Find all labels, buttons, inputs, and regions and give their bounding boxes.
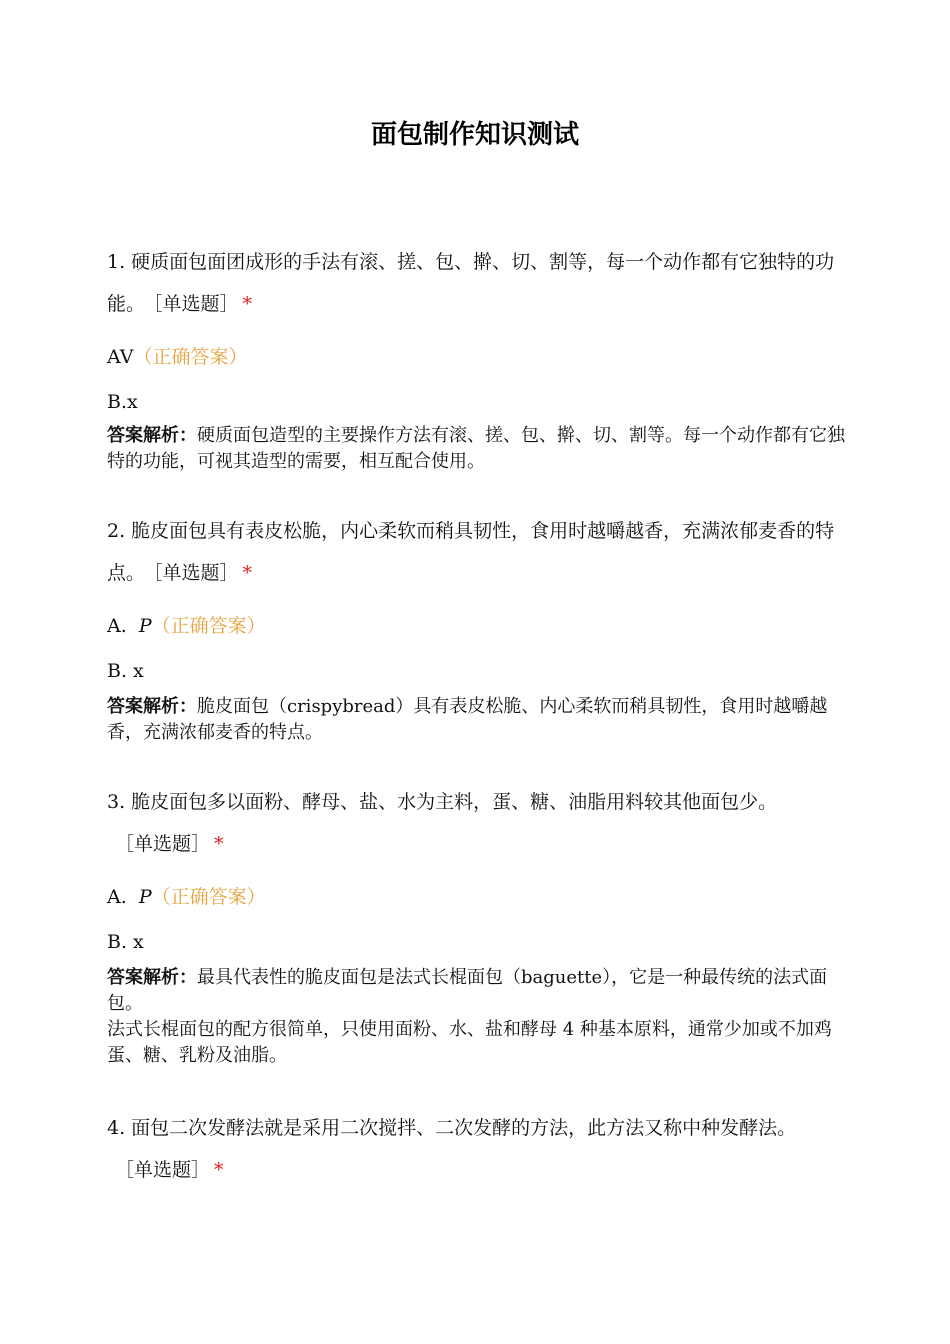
question-type-tag: ［单选题］ [153,562,239,584]
correct-answer-label: （正确答案） [151,886,266,908]
question-4-text: 4. 面包二次发酵法就是采用二次搅拌、二次发酵的方法，此方法又称中种发酵法。 ［单选题］ * [107,1117,797,1181]
required-asterisk: * [214,833,224,855]
correct-answer-label: （正确答案） [151,615,266,637]
required-asterisk: * [242,562,253,584]
question-3-text: 3. 脆皮面包多以面粉、酵母、盐、水为主料，蛋、糖、油脂用料较其他面包少。 ［单选题］ * [107,791,778,855]
question-1-option-b[interactable]: B.x [107,391,138,413]
question-1-text: 1. 硬质面包面团成形的手法有滚、搓、包、擀、切、割等，每一个动作都有它独特的功能。 ［单选题］ * [107,251,835,315]
question-3-option-b[interactable]: B. x [107,931,144,953]
page-title: 面包制作知识测试 [370,120,579,150]
question-3-analysis: 答案解析：最具代表性的脆皮面包是法式长棍面包（baguette），它是一种最传统的法式面包。 法式长棍面包的配方很简单，只使用面粉、水、盐和酵母 4 种基本原料，通常少加或不加鸡蛋、糖、乳粉及油脂。 [107,967,832,1066]
analysis-label: 答案解析： [107,967,197,988]
analysis-label: 答案解析： [107,696,197,717]
question-3-option-a[interactable]: A. P（正确答案） [107,886,266,908]
question-2-option-b[interactable]: B. x [107,660,144,682]
question-2-option-a[interactable]: A. P（正确答案） [107,615,266,637]
correct-answer-label: （正确答案） [133,346,248,368]
question-1-option-a[interactable]: AV（正确答案） [107,346,248,368]
question-type-tag: ［单选题］ [115,833,211,855]
question-type-tag: ［单选题］ [115,1159,211,1181]
question-2-analysis: 答案解析：脆皮面包（crispybread）具有表皮松脆、内心柔软而稍具韧性，食用时越嚼越香，充满浓郁麦香的特点。 [107,696,828,743]
check-mark: P [138,886,152,908]
question-1-analysis: 答案解析：硬质面包造型的主要操作方法有滚、搓、包、擀、切、割等。每一个动作都有它独特的功能，可视其造型的需要，相互配合使用。 [107,425,845,472]
question-2-text: 2. 脆皮面包具有表皮松脆，内心柔软而稍具韧性，食用时越嚼越香，充满浓郁麦香的特点。 ［单选题］ * [107,520,835,584]
required-asterisk: * [214,1159,224,1181]
question-type-tag: ［单选题］ [153,293,239,315]
required-asterisk: * [242,293,253,315]
analysis-label: 答案解析： [107,425,197,446]
check-mark: P [138,615,152,637]
